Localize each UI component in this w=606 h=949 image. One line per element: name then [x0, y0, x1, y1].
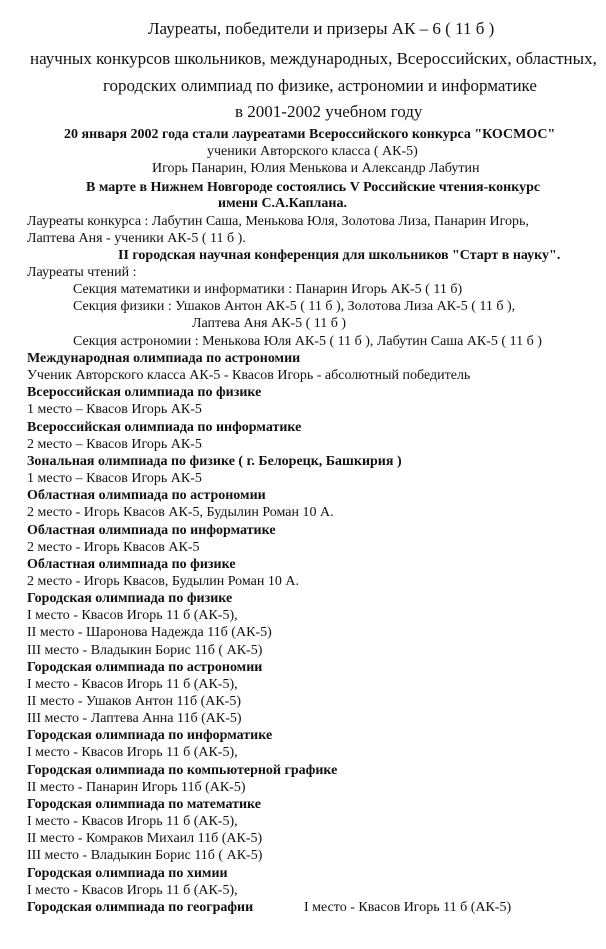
olympiad-title: Всероссийская олимпиада по физике: [27, 385, 262, 400]
section-physics-line-2: Лаптева Аня АК-5 ( 11 б ): [192, 316, 347, 331]
olympiad-title: Международная олимпиада по астрономии: [27, 351, 301, 366]
section-physics-line-1: Секция физики : Ушаков Антон АК-5 ( 11 б ), Золотова Лиза АК-5 ( 11 б ),: [73, 299, 516, 314]
title-line-4: в 2001-2002 учебном году: [235, 102, 423, 121]
olympiad-result: 2 место – Квасов Игорь АК-5: [27, 437, 202, 452]
olympiad-result: I место - Квасов Игорь 11 б (АК-5),: [27, 814, 238, 829]
olympiad-result: III место - Владыкин Борис 11б ( АК-5): [27, 848, 263, 863]
olympiad-result: III место - Лаптева Анна 11б (АК-5): [27, 711, 242, 726]
olympiad-title: Городская олимпиада по компьютерной графике: [27, 763, 338, 778]
olympiad-title: Областная олимпиада по астрономии: [27, 488, 266, 503]
olympiad-result: Ученик Авторского класса АК-5 - Квасов Игорь - абсолютный победитель: [27, 368, 471, 383]
olympiad-result: III место - Владыкин Борис 11б ( АК-5): [27, 643, 263, 658]
olympiad-result: II место - Панарин Игорь 11б (АК-5): [27, 780, 246, 795]
olympiad-result: 2 место - Игорь Квасов АК-5, Будылин Роман 10 А.: [27, 505, 334, 520]
olympiad-result: 1 место – Квасов Игорь АК-5: [27, 471, 202, 486]
olympiad-result: II место - Ушаков Антон 11б (АК-5): [27, 694, 241, 709]
kaplan-heading-line-1: В марте в Нижнем Новгороде состоялись V Российские чтения-конкурс: [86, 180, 541, 195]
kaplan-laureates-line-2: Лаптева Аня - ученики АК-5 ( 11 б ).: [27, 231, 246, 246]
olympiad-result: 1 место – Квасов Игорь АК-5: [27, 402, 202, 417]
olympiad-result: I место - Квасов Игорь 11 б (АК-5),: [27, 677, 238, 692]
olympiad-result: I место - Квасов Игорь 11 б (АК-5): [304, 900, 512, 915]
olympiad-result: 2 место - Игорь Квасов АК-5: [27, 540, 200, 555]
kosmos-heading: 20 января 2002 года стали лауреатами Всероссийского конкурса "КОСМОС": [64, 127, 556, 142]
olympiad-title: Городская олимпиада по физике: [27, 591, 233, 606]
olympiad-result: I место - Квасов Игорь 11 б (АК-5),: [27, 608, 238, 623]
start-conference-readings-label: Лауреаты чтений :: [27, 265, 137, 280]
olympiad-title: Городская олимпиада по математике: [27, 797, 261, 812]
olympiad-title: Городская олимпиада по географии: [27, 900, 254, 915]
kosmos-names: Игорь Панарин, Юлия Менькова и Александр Лабутин: [152, 161, 480, 176]
olympiad-title: Городская олимпиада по химии: [27, 866, 228, 881]
olympiad-title: Всероссийская олимпиада по информатике: [27, 420, 302, 435]
kaplan-heading-line-2: имени С.А.Каплана.: [218, 196, 347, 211]
section-math-informatics: Секция математики и информатики : Панарин Игорь АК-5 ( 11 б): [73, 282, 463, 297]
olympiad-result: I место - Квасов Игорь 11 б (АК-5),: [27, 745, 238, 760]
title-line-3: городских олимпиад по физике, астрономии и информатике: [103, 76, 537, 95]
olympiad-result: II место - Комраков Михаил 11б (АК-5): [27, 831, 263, 846]
section-astronomy: Секция астрономии : Менькова Юля АК-5 ( 11 б ), Лабутин Саша АК-5 ( 11 б ): [73, 334, 542, 349]
olympiad-title: Зональная олимпиада по физике ( г. Белорецк, Башкирия ): [27, 454, 402, 469]
title-line-1: Лауреаты, победители и призеры АК – 6 ( 11 б ): [148, 19, 495, 38]
kosmos-subline: ученики Авторского класса ( АК-5): [207, 144, 418, 159]
olympiad-result: I место - Квасов Игорь 11 б (АК-5),: [27, 883, 238, 898]
olympiad-title: Областная олимпиада по физике: [27, 557, 236, 572]
olympiad-title: Городская олимпиада по астрономии: [27, 660, 263, 675]
olympiad-title: Областная олимпиада по информатике: [27, 523, 276, 538]
kaplan-laureates-line-1: Лауреаты конкурса : Лабутин Саша, Менькова Юля, Золотова Лиза, Панарин Игорь,: [27, 214, 529, 229]
olympiad-result: II место - Шаронова Надежда 11б (АК-5): [27, 625, 272, 640]
start-conference-heading: II городская научная конференция для школьников "Старт в науку".: [118, 248, 561, 263]
olympiad-title: Городская олимпиада по информатике: [27, 728, 273, 743]
olympiad-result: 2 место - Игорь Квасов, Будылин Роман 10 А.: [27, 574, 299, 589]
title-line-2: научных конкурсов школьников, международных, Всероссийских, областных,: [30, 49, 597, 68]
